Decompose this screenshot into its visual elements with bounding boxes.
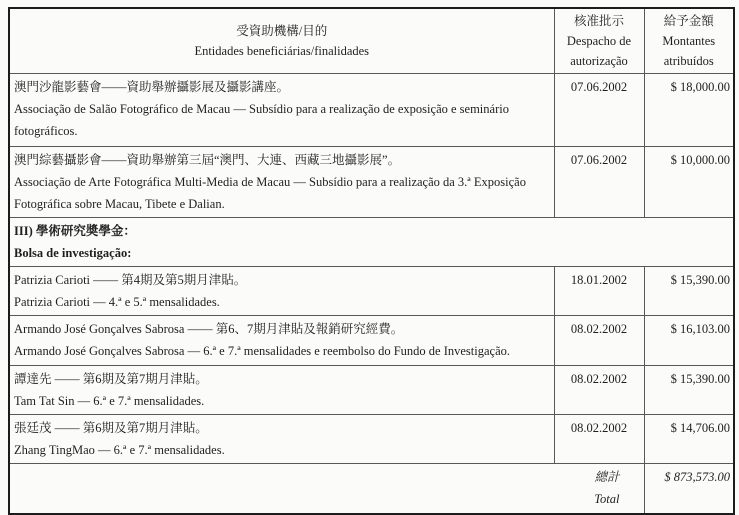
table-row: [9, 415, 734, 464]
total-amount: $ 873,573.00: [664, 470, 730, 484]
entity-zh: Patrizia Carioti —— 第4期及第5期月津貼。: [14, 273, 247, 287]
entity-pt: Patrizia Carioti — 4.ª e 5.ª mensalidades.: [14, 295, 220, 309]
subsidy-table: [8, 7, 735, 515]
header-amount-pt-1: Montantes: [662, 34, 716, 48]
amount-cell: [644, 267, 734, 316]
entity-pt: Zhang TingMao — 6.ª e 7.ª mensalidades.: [14, 443, 225, 457]
amount-value: $ 10,000.00: [670, 153, 730, 167]
entity-pt: Tam Tat Sin — 6.ª e 7.ª mensalidades.: [14, 394, 205, 408]
date-cell: [554, 74, 644, 147]
amount-cell: [644, 74, 734, 147]
table-row: [9, 316, 734, 366]
amount-value: $ 16,103.00: [670, 322, 730, 336]
entity-cell: [9, 316, 554, 366]
header-amount-pt-2: atribuídos: [663, 54, 714, 68]
entity-pt: Armando José Gonçalves Sabrosa — 6.ª e 7.ª mensalidades e reembolso do Fundo de Investigação.: [14, 344, 511, 358]
date-cell: [554, 316, 644, 366]
authorization-date: 07.06.2002: [570, 153, 628, 167]
entity-cell: [9, 415, 554, 464]
entity-cell: [9, 366, 554, 415]
date-cell: [554, 366, 644, 415]
total-row: [9, 464, 734, 514]
entity-zh: Armando José Gonçalves Sabrosa —— 第6、7期月津貼及報銷研究經費。: [14, 322, 404, 336]
entity-zh: 張廷茂 —— 第6期及第7期月津貼。: [14, 421, 208, 435]
table-row: [9, 366, 734, 415]
section-header-row: [9, 218, 734, 267]
entity-cell: [9, 147, 554, 218]
date-cell: [554, 147, 644, 218]
amount-value: $ 18,000.00: [670, 80, 730, 94]
header-authorization: [554, 8, 644, 74]
table-header-row: [9, 8, 734, 74]
header-authorization-zh: 核准批示: [573, 14, 624, 28]
table-row: [9, 147, 734, 218]
authorization-date: 08.02.2002: [570, 421, 628, 435]
amount-value: $ 14,706.00: [670, 421, 730, 435]
header-beneficiary-zh: 受資助機構/目的: [236, 24, 328, 38]
date-cell: [554, 267, 644, 316]
entity-cell: [9, 267, 554, 316]
header-beneficiary-pt: Entidades beneficiárias/finalidades: [194, 44, 370, 58]
amount-cell: [644, 366, 734, 415]
total-label-zh: 總計: [594, 470, 620, 484]
authorization-date: 08.02.2002: [570, 372, 628, 386]
amount-cell: [644, 147, 734, 218]
total-label-pt: Total: [594, 492, 620, 506]
section-title-zh: III) 學術研究奬學金：: [14, 224, 136, 238]
amount-cell: [644, 415, 734, 464]
entity-zh: 澳門綜藝攝影會——資助舉辦第三屆“澳門、大連、西藏三地攝影展”。: [14, 153, 401, 167]
authorization-date: 07.06.2002: [570, 80, 628, 94]
header-beneficiary: [9, 8, 554, 74]
entity-zh: 譚達先 —— 第6期及第7期月津貼。: [14, 372, 208, 386]
amount-value: $ 15,390.00: [670, 372, 730, 386]
amount-value: $ 15,390.00: [670, 273, 730, 287]
section-title-pt: Bolsa de investigação:: [14, 246, 132, 260]
header-authorization-pt-1: Despacho de: [566, 34, 632, 48]
amount-cell: [644, 316, 734, 366]
entity-pt: Associação de Salão Fotográfico de Macau — Subsídio para a realização de exposição e seminário fotográficos.: [14, 102, 509, 138]
table-row: [9, 267, 734, 316]
entity-pt: Associação de Arte Fotográfica Multi-Media de Macau — Subsídio para a realização da 3.ª Exposição Fotográfica sobre Macau, Tibete e Dalian.: [14, 175, 526, 211]
header-amount-zh: 給予金額: [663, 14, 714, 28]
section-header-cell: [9, 218, 734, 267]
total-label-cell: [9, 464, 644, 514]
date-cell: [554, 415, 644, 464]
authorization-date: 08.02.2002: [570, 322, 628, 336]
total-amount-cell: [644, 464, 734, 514]
header-amount: [644, 8, 734, 74]
entity-cell: [9, 74, 554, 147]
entity-zh: 澳門沙龍影藝會——資助舉辦攝影展及攝影講座。: [14, 80, 290, 94]
table-row: [9, 74, 734, 147]
header-authorization-pt-2: autorização: [570, 54, 628, 68]
authorization-date: 18.01.2002: [570, 273, 628, 287]
